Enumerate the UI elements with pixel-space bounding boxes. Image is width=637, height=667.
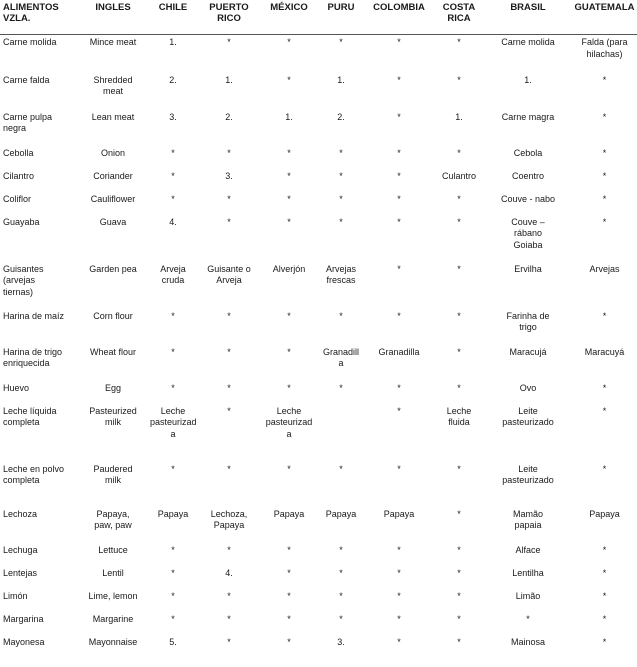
table-cell: 4. — [225, 567, 233, 578]
table-cell: 3. — [337, 636, 345, 647]
table-cell: Mamão papaia — [512, 508, 543, 530]
table-cell: Coriander — [93, 170, 133, 181]
table-row — [0, 110, 637, 146]
table-cell: Alverjón — [272, 263, 306, 274]
table-cell: Limão — [515, 590, 541, 601]
table-cell: * — [227, 590, 231, 601]
table-cell: * — [287, 193, 291, 204]
table-cell: * — [397, 382, 401, 393]
food-name-cell: Limón — [3, 590, 28, 601]
table-cell: * — [339, 193, 343, 204]
table-cell: 3. — [225, 170, 233, 181]
food-name-cell: Harina de maíz — [3, 310, 65, 321]
table-cell: * — [602, 636, 607, 647]
table-cell: * — [287, 544, 291, 555]
table-cell: * — [171, 567, 175, 578]
table-cell: * — [227, 216, 231, 227]
table-cell: * — [227, 544, 231, 555]
table-cell: * — [457, 310, 461, 321]
table-cell: Arvejas frescas — [325, 263, 356, 285]
food-name-cell: Lentejas — [3, 567, 38, 578]
food-name-cell: Cilantro — [3, 170, 35, 181]
table-cell: * — [287, 216, 291, 227]
table-cell: * — [602, 147, 607, 158]
table-cell: * — [397, 216, 401, 227]
table-cell: * — [287, 147, 291, 158]
table-cell: * — [287, 463, 291, 474]
table-cell: * — [457, 74, 461, 85]
table-cell: Ervilha — [514, 263, 542, 274]
table-cell: Leche pasteurizad a — [150, 405, 197, 439]
food-name-cell: Carne falda — [3, 74, 50, 85]
table-cell: * — [227, 37, 231, 47]
table-row — [0, 35, 637, 73]
table-cell: * — [397, 613, 401, 624]
table-cell: 1. — [225, 74, 233, 85]
table-cell: * — [287, 74, 291, 85]
table-cell: * — [339, 310, 343, 321]
table-cell: * — [397, 463, 401, 474]
food-name-cell: Cebolla — [3, 147, 34, 158]
table-cell: * — [397, 263, 401, 274]
table-cell: * — [227, 346, 231, 357]
food-name-cell: Harina de trigo enriquecida — [3, 346, 63, 368]
table-cell: * — [602, 590, 607, 601]
table-cell: 3. — [169, 111, 177, 122]
table-cell: * — [227, 405, 231, 416]
header-alimentos: ALIMENTOS VZLA. — [3, 2, 59, 24]
table-cell: * — [287, 37, 291, 47]
table-cell: * — [339, 147, 343, 158]
table-cell: Ovo — [519, 382, 537, 393]
table-row — [0, 169, 637, 192]
table-cell: 1. — [285, 111, 293, 122]
table-cell: * — [457, 147, 461, 158]
food-name-cell: Coliflor — [3, 193, 32, 204]
table-cell: Onion — [100, 147, 126, 158]
table-cell: * — [227, 310, 231, 321]
table-row — [0, 566, 637, 589]
table-row — [0, 612, 637, 635]
table-cell: Granadill a — [322, 346, 360, 368]
table-cell: * — [171, 590, 175, 601]
header-chile: CHILE — [158, 2, 188, 13]
table-cell: * — [171, 346, 175, 357]
table-cell: Guisante o Arveja — [207, 263, 251, 285]
table-cell: Leche pasteurizad a — [265, 405, 313, 439]
table-cell: * — [339, 590, 343, 601]
table-cell: * — [457, 216, 461, 227]
table-row — [0, 589, 637, 612]
table-cell: * — [602, 74, 607, 85]
table-cell: * — [171, 613, 175, 624]
table-cell: * — [602, 216, 607, 227]
table-cell: * — [397, 147, 401, 158]
table-cell: * — [171, 544, 175, 555]
table-cell: 2. — [169, 74, 177, 85]
header-row — [0, 0, 637, 35]
table-cell: * — [602, 463, 607, 474]
table-cell: Lettuce — [98, 544, 128, 555]
table-cell: Maracujá — [509, 346, 547, 357]
table-cell: Cauliflower — [90, 193, 136, 204]
table-cell: * — [339, 170, 343, 181]
table-row — [0, 73, 637, 110]
header-brasil: BRASIL — [510, 2, 546, 13]
table-cell: * — [602, 405, 607, 416]
table-cell: * — [171, 193, 175, 204]
food-name-cell: Leche en polvo completa — [3, 463, 65, 485]
table-cell: * — [397, 636, 401, 647]
table-cell: 1. — [337, 74, 345, 85]
table-cell — [318, 404, 364, 462]
table-cell: * — [397, 405, 401, 416]
table-cell: Couve - nabo — [500, 193, 556, 204]
table-cell: * — [602, 170, 607, 181]
table-cell: * — [287, 170, 291, 181]
table-cell: Egg — [104, 382, 121, 393]
table-cell: * — [397, 193, 401, 204]
food-name-cell: Mayonesa — [3, 636, 45, 647]
table-cell: 1. — [524, 74, 532, 85]
table-cell: * — [457, 590, 461, 601]
table-cell: * — [457, 636, 461, 647]
table-cell: Farinha de trigo — [506, 310, 550, 332]
table-cell: * — [397, 544, 401, 555]
table-row — [0, 462, 637, 507]
table-cell: * — [397, 567, 401, 578]
table-cell: * — [397, 111, 401, 122]
table-cell: * — [227, 613, 231, 624]
table-cell: Garden pea — [89, 263, 137, 274]
table-cell: * — [397, 170, 401, 181]
table-cell: Papaya, paw, paw — [94, 508, 132, 530]
table-cell: * — [397, 37, 401, 47]
table-cell: Lentil — [102, 567, 124, 578]
table-cell: 2. — [337, 111, 345, 122]
food-name-cell: Carne molida — [3, 37, 57, 47]
table-cell: * — [457, 567, 461, 578]
table-cell: * — [171, 147, 175, 158]
table-cell: * — [171, 310, 175, 321]
table-cell: * — [339, 544, 343, 555]
table-cell: * — [457, 263, 461, 274]
table-cell: * — [457, 508, 461, 519]
table-cell: Leite pasteurizado — [502, 405, 554, 427]
table-cell: * — [526, 613, 530, 624]
table-row — [0, 215, 637, 262]
table-cell: Carne molida — [501, 37, 555, 47]
table-cell: * — [457, 382, 461, 393]
table-cell: * — [339, 613, 343, 624]
food-name-cell: Leche líquida completa — [3, 405, 57, 427]
table-cell: 1. — [169, 37, 177, 47]
table-cell: Margarine — [92, 613, 134, 624]
table-cell: 2. — [225, 111, 233, 122]
food-name-cell: Huevo — [3, 382, 30, 393]
table-cell: * — [287, 613, 291, 624]
table-cell: Leite pasteurizado — [502, 463, 554, 485]
table-cell: Granadilla — [378, 346, 420, 357]
table-cell: Pasteurized milk — [89, 405, 137, 427]
table-cell: * — [602, 382, 607, 393]
table-row — [0, 543, 637, 566]
table-cell: Wheat flour — [89, 346, 137, 357]
table-cell: Maracuyá — [584, 346, 625, 357]
table-cell: * — [457, 193, 461, 204]
table-cell: Papaya — [273, 508, 305, 519]
table-cell: * — [602, 111, 607, 122]
table-cell: * — [457, 346, 461, 357]
table-cell: * — [457, 613, 461, 624]
table-cell: * — [339, 463, 343, 474]
table-row — [0, 404, 637, 462]
header-puerto-rico: PUERTO RICO — [209, 2, 249, 24]
food-name-cell: Guisantes (arvejas tiernas) — [3, 263, 44, 297]
table-cell: * — [287, 310, 291, 321]
table-cell: Leche fluida — [446, 405, 472, 427]
table-cell: * — [227, 463, 231, 474]
food-name-cell: Guayaba — [3, 216, 40, 227]
table-cell: Papaya — [383, 508, 415, 519]
food-name-cell: Carne pulpa negra — [3, 111, 53, 133]
table-cell: * — [287, 346, 291, 357]
table-cell: Papaya — [325, 508, 357, 519]
table-cell: Mainosa — [510, 636, 546, 647]
table-cell: * — [397, 590, 401, 601]
table-cell: * — [602, 567, 607, 578]
table-cell: Carne magra — [501, 111, 555, 122]
table-cell: 1. — [455, 111, 463, 122]
table-cell: * — [457, 37, 461, 47]
table-row — [0, 309, 637, 345]
table-cell: * — [227, 147, 231, 158]
table-row — [0, 262, 637, 309]
table-cell: * — [171, 463, 175, 474]
table-cell: * — [397, 310, 401, 321]
table-row — [0, 381, 637, 404]
header-ingles: INGLES — [95, 2, 131, 13]
table-cell: * — [339, 37, 343, 47]
table-cell: * — [602, 544, 607, 555]
table-cell: Papaya — [589, 508, 620, 519]
table-cell: * — [457, 463, 461, 474]
table-cell: * — [171, 170, 175, 181]
food-name-cell: Lechuga — [3, 544, 38, 555]
table-cell: Couve – rábano Goiaba — [511, 216, 545, 250]
table-cell: Alface — [515, 544, 541, 555]
food-name-cell: Lechoza — [3, 508, 38, 519]
header-mexico: MÉXICO — [270, 2, 308, 13]
table-cell: 5. — [169, 636, 177, 647]
table-cell: Mayonnaise — [88, 636, 138, 647]
table-cell: * — [227, 382, 231, 393]
header-colombia: COLOMBIA — [373, 2, 425, 13]
table-cell: Guava — [99, 216, 127, 227]
table-cell: * — [602, 193, 607, 204]
table-cell: * — [457, 544, 461, 555]
table-cell: Mince meat — [89, 37, 137, 47]
table-cell: * — [287, 567, 291, 578]
table-cell: Corn flour — [93, 310, 133, 321]
table-cell: Lean meat — [91, 111, 135, 122]
table-cell: * — [171, 382, 175, 393]
table-cell: Shredded meat — [93, 74, 133, 96]
table-cell: Arvejas — [589, 263, 620, 274]
header-costa-rica: COSTA RICA — [442, 2, 476, 24]
table-row — [0, 192, 637, 215]
table-cell: 4. — [169, 216, 177, 227]
table-cell: Lime, lemon — [88, 590, 138, 601]
table-cell: Paudered milk — [93, 463, 133, 485]
table-cell: Coentro — [511, 170, 545, 181]
table-cell: * — [397, 74, 401, 85]
table-cell: Papaya — [157, 508, 189, 519]
table-cell: * — [602, 310, 607, 321]
table-cell: * — [339, 567, 343, 578]
table-cell: * — [227, 636, 231, 647]
table-cell: * — [287, 590, 291, 601]
table-cell: Cebola — [513, 147, 543, 158]
table-cell: * — [287, 382, 291, 393]
table-cell: * — [339, 216, 343, 227]
table-cell: * — [287, 636, 291, 647]
header-guatemala: GUATEMALA — [574, 2, 635, 13]
header-puru: PURU — [327, 2, 355, 13]
table-cell: Culantro — [441, 170, 477, 181]
table-row — [0, 345, 637, 381]
table-row — [0, 507, 637, 543]
table-cell: * — [227, 193, 231, 204]
table-cell: Lentilha — [512, 567, 544, 578]
table-cell: * — [339, 382, 343, 393]
table-row — [0, 146, 637, 169]
table-cell: Arveja cruda — [160, 263, 186, 285]
table-cell: Falda (para hilachas) — [581, 37, 628, 59]
table-row — [0, 635, 637, 659]
food-name-cell: Margarina — [3, 613, 44, 624]
table-cell: * — [602, 613, 607, 624]
table-cell: Lechoza, Papaya — [210, 508, 248, 530]
